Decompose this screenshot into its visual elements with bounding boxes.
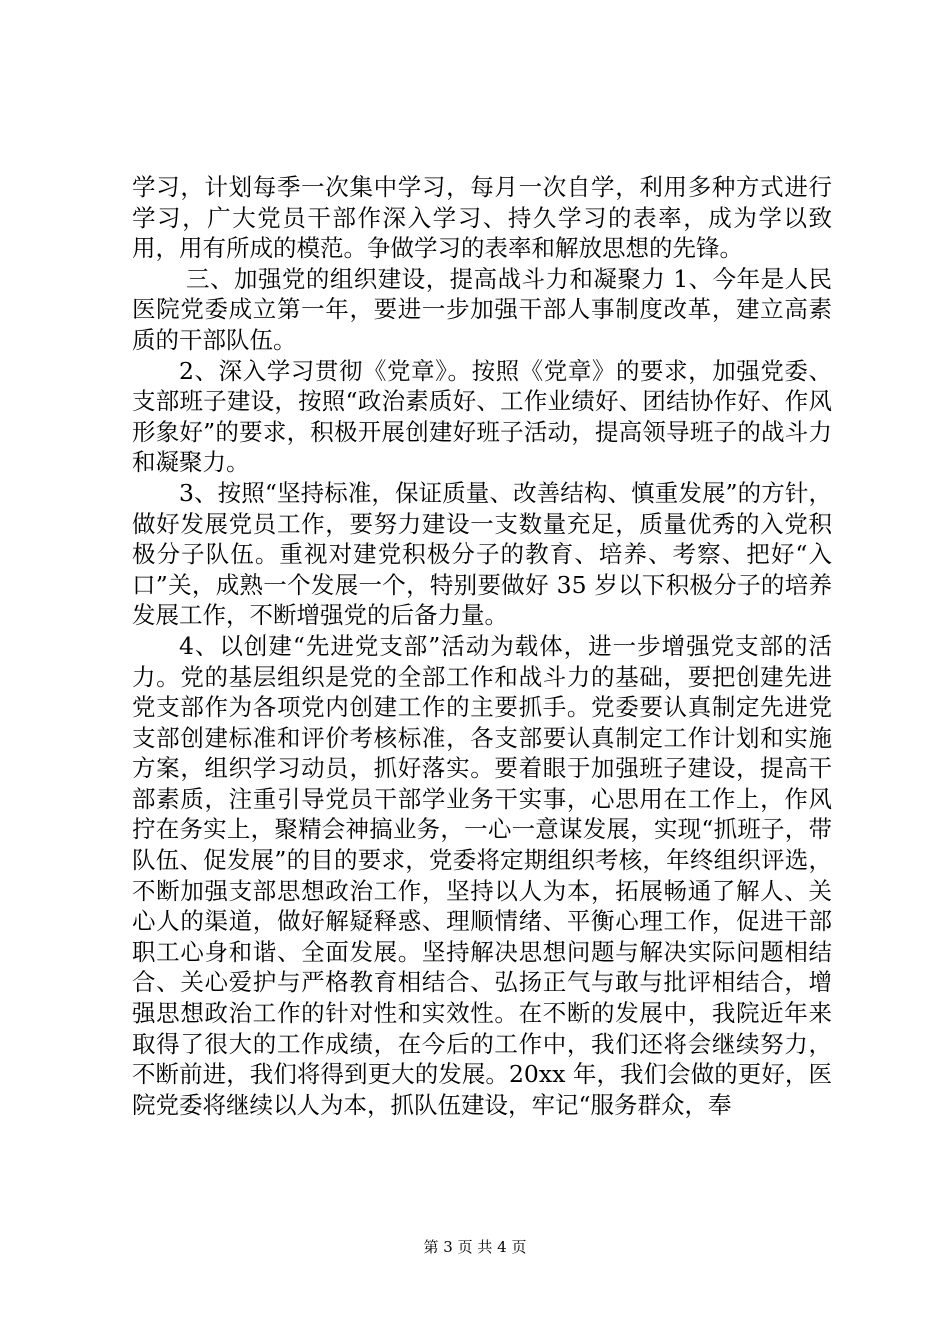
page-number-footer: 第 3 页 共 4 页 — [423, 1238, 527, 1256]
paragraph-item-two: 2、深入学习贯彻《党章》。按照《党章》的要求，加强党委、支部班子建设，按照“政治素质好、工作业绩好、团结协作好、作风形象好”的要求，积极开展创建好班子活动，提高领导班子的战斗力和凝聚力。 — [132, 356, 832, 477]
paragraph-section-three: 三、加强党的组织建设，提高战斗力和凝聚力 1、今年是人民医院党委成立第一年，要进一步加强干部人事制度改革，建立高素质的干部队伍。 — [132, 264, 832, 354]
paragraph-continuation: 学习，计划每季一次集中学习，每月一次自学，利用多种方式进行学习，广大党员干部作深入学习、持久学习的表率，成为学以致用，用有所成的模范。争做学习的表率和解放思想的先锋。 — [132, 173, 832, 263]
paragraph-item-three: 3、按照“坚持标准，保证质量、改善结构、慎重发展”的方针，做好发展党员工作，要努力建设一支数量充足，质量优秀的入党积极分子队伍。重视对建党积极分子的教育、培养、考察、把好“入口”关，成熟一个发展一个，特别要做好 35 岁以下积极分子的培养发展工作，不断增强党的后备力量。 — [132, 478, 832, 630]
document-body — [132, 172, 832, 1120]
paragraph-item-four: 4、以创建“先进党支部”活动为载体，进一步增强党支部的活力。党的基层组织是党的全部工作和战斗力的基础，要把创建先进党支部作为各项党内创建工作的主要抓手。党委要认真制定先进党支部创建标准和评价考核标准，各支部要认真制定工作计划和实施方案，组织学习动员，抓好落实。要着眼于加强班子建设，提高干部素质，注重引导党员干部学业务干实事，心思用在工作上，作风拧在务实上，聚精会神搞业务，一心一意谋发展，实现“抓班子，带队伍、促发展”的目的要求，党委将定期组织考核，年终组织评选，不断加强支部思想政治工作，坚持以人为本，拓展畅通了解人、关心人的渠道，做好解疑释惑、理顺情绪、平衡心理工作，促进干部职工心身和谐、全面发展。坚持解决思想问题与解决实际问题相结合、关心爱护与严格教育相结合、弘扬正气与敢与批评相结合，增强思想政治工作的针对性和实效性。在不断的发展中，我院近年来取得了很大的工作成绩，在今后的工作中，我们还将会继续努力，不断前进，我们将得到更大的发展。20xx 年，我们会做的更好，医院党委将继续以人为本，抓队伍建设，牢记“服务群众，奉 — [132, 631, 832, 1119]
